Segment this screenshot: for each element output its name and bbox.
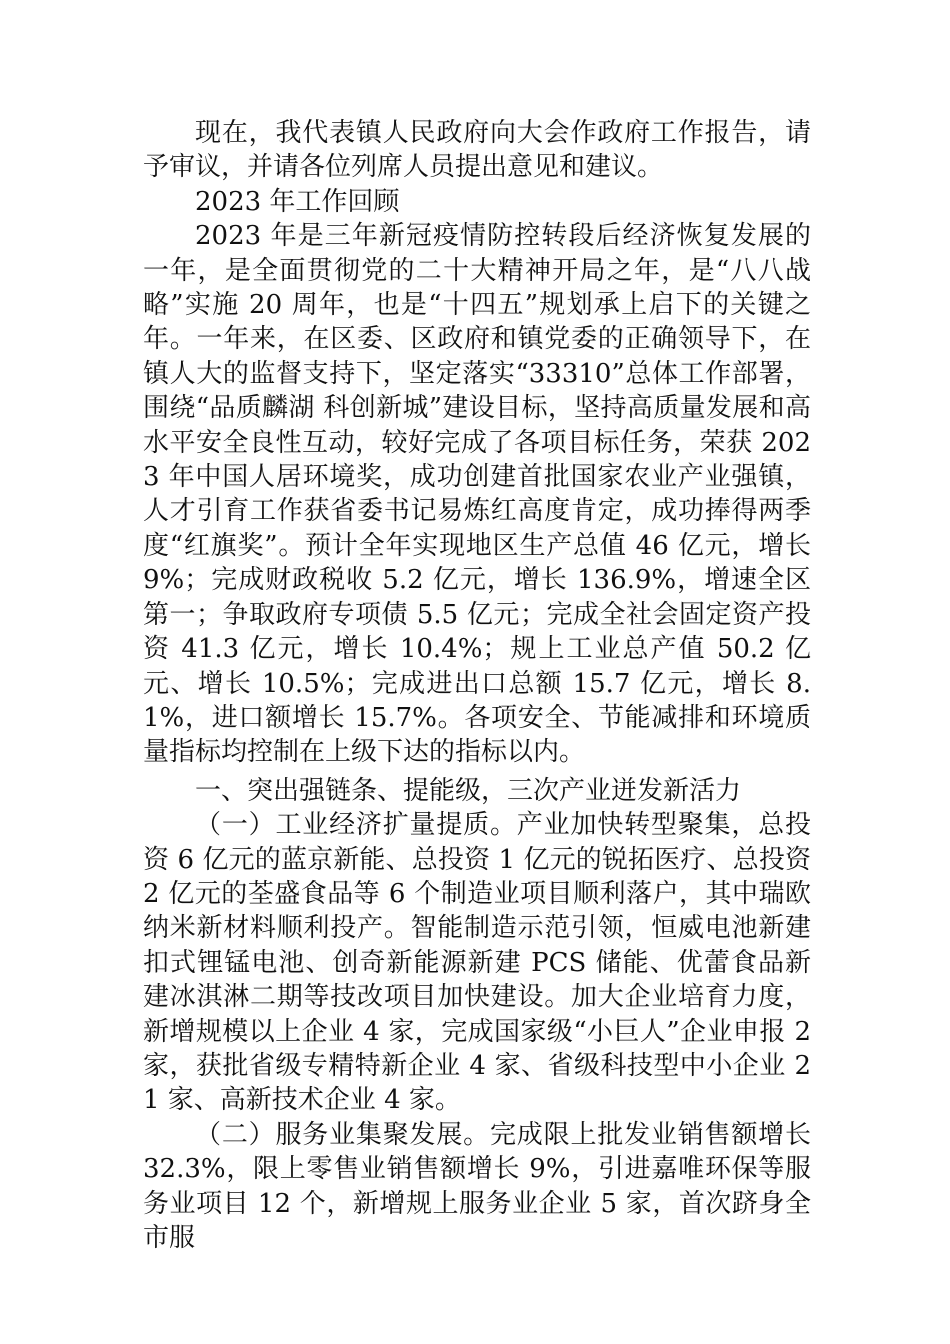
opening-paragraph: 现在，我代表镇人民政府向大会作政府工作报告，请予审议，并请各位列席人员提出意见和建议。 — [143, 118, 811, 183]
section-one-heading: 一、突出强链条、提能级，三次产业迸发新活力 — [195, 775, 742, 806]
industry-paragraph: （一）工业经济扩量提质。产业加快转型聚集，总投资 6 亿元的蓝京新能、总投资 1 亿元的锐拓医疗、总投资 2 亿元的荃盛食品等 6 个制造业项目顺利落户，其中瑞欧纳米新材料顺利投产。智能制造示范引领，恒威电池新建扣式锂锰电池、创奇新能源新建 PCS 储能、优蕾食品新建冰淇淋二期等技改项目加快建设。加大企业培育力度，新增规模以上企业 4 家，完成国家级“小巨人”企业申报 2 家，获批省级专精特新企业 4 家、省级科技型中小企业 21 家、高新技术企业 4 家。 — [143, 810, 811, 1116]
services-paragraph: （二）服务业集聚发展。完成限上批发业销售额增长 32.3%，限上零售业销售额增长 9%，引进嘉唯环保等服务业项目 12 个，新增规上服务业企业 5 家，首次跻身全市服 — [143, 1119, 811, 1253]
review-heading: 2023 年工作回顾 — [195, 186, 400, 217]
report-body — [143, 116, 811, 1255]
summary-paragraph: 2023 年是三年新冠疫情防控转段后经济恢复发展的一年，是全面贯彻党的二十大精神开局之年，是“八八战略”实施 20 周年，也是“十四五”规划承上启下的关键之年。一年来，在区委、区政府和镇党委的正确领导下，在镇人大的监督支持下，坚定落实“33310”总体工作部署，围绕“品质麟湖 科创新城”建设目标，坚持高质量发展和高水平安全良性互动，较好完成了各项目标任务，荣获 2023 年中国人居环境奖，成功创建首批国家农业产业强镇，人才引育工作获省委书记易炼红高度肯定，成功捧得两季度“红旗奖”。预计全年实现地区生产总值 46 亿元，增长 9%；完成财政税收 5.2 亿元，增长 136.9%，增速全区第一；争取政府专项债 5.5 亿元；完成全社会固定资产投资 41.3 亿元，增长 10.4%；规上工业总产值 50.2 亿元、增长 10.5%；完成进出口总额 15.7 亿元，增长 8.1%，进口额增长 15.7%。各项安全、节能减排和环境质量指标均控制在上级下达的指标以内。 — [143, 221, 811, 768]
